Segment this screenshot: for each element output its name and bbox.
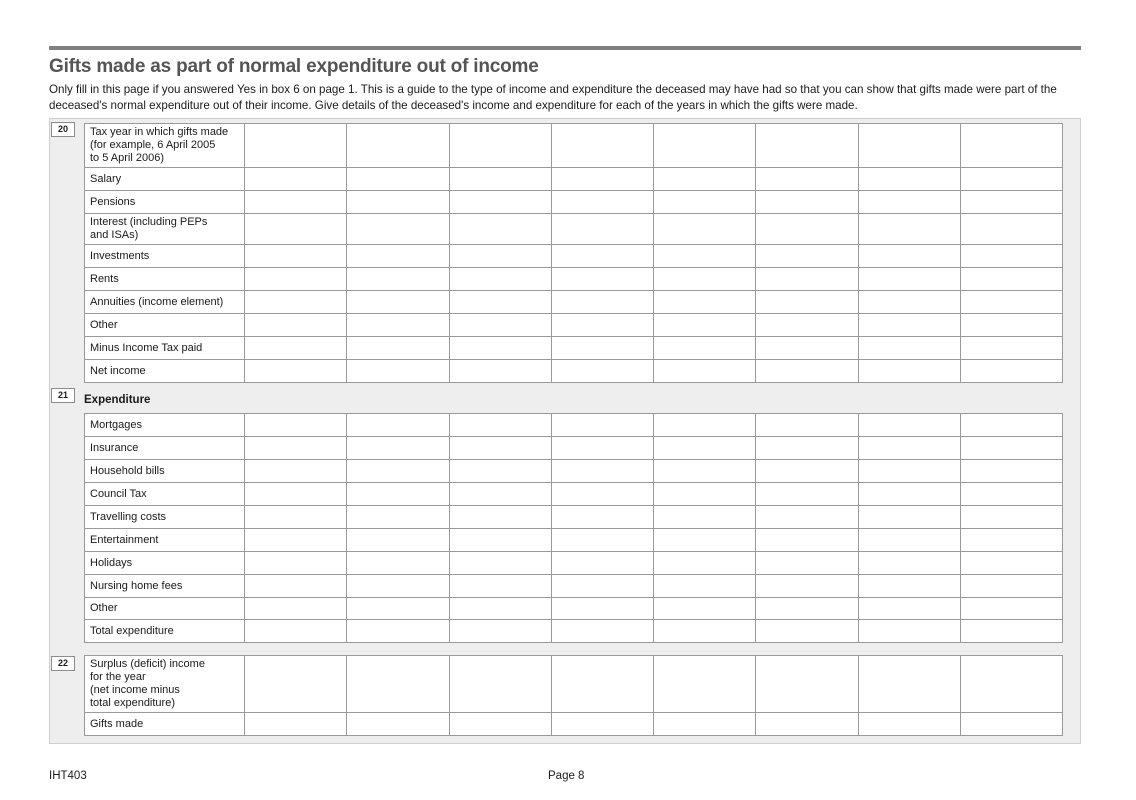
entry-cell[interactable]	[245, 337, 347, 360]
table-row	[85, 575, 1063, 598]
entry-cell[interactable]	[960, 414, 1062, 437]
entry-cell[interactable]	[960, 552, 1062, 575]
table-row	[85, 124, 1063, 168]
form-code: IHT403	[49, 770, 87, 782]
expenditure-table	[84, 413, 1063, 643]
entry-cell[interactable]	[347, 713, 449, 736]
entry-cell[interactable]	[756, 506, 858, 529]
entry-cell[interactable]	[858, 552, 960, 575]
entry-cell[interactable]	[858, 291, 960, 314]
row-label: Mortgages	[85, 414, 245, 437]
entry-cell[interactable]	[551, 414, 653, 437]
entry-cell[interactable]	[347, 656, 449, 713]
entry-cell[interactable]	[858, 191, 960, 214]
entry-cell[interactable]	[756, 552, 858, 575]
entry-cell[interactable]	[858, 214, 960, 245]
table-row	[85, 598, 1063, 620]
entry-cell[interactable]	[756, 360, 858, 383]
entry-cell[interactable]	[245, 414, 347, 437]
row-label: Interest (including PEPs and ISAs)	[85, 214, 245, 245]
entry-cell[interactable]	[347, 191, 449, 214]
entry-cell[interactable]	[551, 268, 653, 291]
entry-cell[interactable]	[347, 268, 449, 291]
entry-cell[interactable]	[960, 337, 1062, 360]
entry-cell[interactable]	[449, 620, 551, 643]
entry-cell[interactable]	[960, 506, 1062, 529]
entry-cell[interactable]	[245, 168, 347, 191]
entry-cell[interactable]	[245, 124, 347, 168]
entry-cell[interactable]	[756, 575, 858, 598]
table-row	[85, 483, 1063, 506]
entry-cell[interactable]	[347, 437, 449, 460]
entry-cell[interactable]	[756, 656, 858, 713]
row-label: Travelling costs	[85, 506, 245, 529]
entry-cell[interactable]	[960, 460, 1062, 483]
row-label: Surplus (deficit) income for the year (net income minus total expenditure)	[85, 656, 245, 713]
entry-cell[interactable]	[551, 460, 653, 483]
entry-cell[interactable]	[960, 529, 1062, 552]
entry-cell[interactable]	[551, 337, 653, 360]
entry-cell[interactable]	[347, 506, 449, 529]
entry-cell[interactable]	[756, 191, 858, 214]
entry-cell[interactable]	[960, 598, 1062, 620]
page-title: Gifts made as part of normal expenditure out of income	[49, 56, 539, 77]
entry-cell[interactable]	[449, 124, 551, 168]
entry-cell[interactable]	[245, 268, 347, 291]
entry-cell[interactable]	[347, 291, 449, 314]
entry-cell[interactable]	[551, 529, 653, 552]
entry-cell[interactable]	[960, 314, 1062, 337]
entry-cell[interactable]	[551, 314, 653, 337]
entry-cell[interactable]	[449, 656, 551, 713]
entry-cell[interactable]	[654, 552, 756, 575]
income-table	[84, 123, 1063, 383]
entry-cell[interactable]	[756, 268, 858, 291]
entry-cell[interactable]	[960, 291, 1062, 314]
entry-cell[interactable]	[960, 437, 1062, 460]
entry-cell[interactable]	[654, 124, 756, 168]
row-label: Salary	[85, 168, 245, 191]
entry-cell[interactable]	[654, 620, 756, 643]
entry-cell[interactable]	[449, 598, 551, 620]
entry-cell[interactable]	[858, 656, 960, 713]
entry-cell[interactable]	[245, 483, 347, 506]
entry-cell[interactable]	[858, 529, 960, 552]
entry-cell[interactable]	[449, 713, 551, 736]
table-row	[85, 291, 1063, 314]
entry-cell[interactable]	[858, 245, 960, 268]
entry-cell[interactable]	[245, 713, 347, 736]
row-label: Annuities (income element)	[85, 291, 245, 314]
entry-cell[interactable]	[449, 268, 551, 291]
table-row	[85, 506, 1063, 529]
table-row	[85, 437, 1063, 460]
entry-cell[interactable]	[551, 191, 653, 214]
box-number-22: 22	[51, 656, 75, 671]
entry-cell[interactable]	[756, 124, 858, 168]
entry-cell[interactable]	[449, 168, 551, 191]
table-row	[85, 314, 1063, 337]
entry-cell[interactable]	[245, 656, 347, 713]
entry-cell[interactable]	[960, 483, 1062, 506]
entry-cell[interactable]	[960, 168, 1062, 191]
intro-text: Only fill in this page if you answered Yes in box 6 on page 1. This is a guide to the type of income and expenditure the deceased may have had so that you can show that gifts made were part of the deceased's normal expenditure out of their income. Give details of the deceased's income and expenditure for each of the years in which the gifts were made.	[49, 83, 1057, 112]
row-label: Rents	[85, 268, 245, 291]
entry-cell[interactable]	[654, 414, 756, 437]
table-row	[85, 268, 1063, 291]
row-label: Pensions	[85, 191, 245, 214]
table-row	[85, 245, 1063, 268]
entry-cell[interactable]	[245, 291, 347, 314]
entry-cell[interactable]	[654, 291, 756, 314]
entry-cell[interactable]	[347, 414, 449, 437]
row-label: Other	[85, 314, 245, 337]
entry-cell[interactable]	[654, 460, 756, 483]
entry-cell[interactable]	[756, 598, 858, 620]
entry-cell[interactable]	[551, 656, 653, 713]
entry-cell[interactable]	[245, 598, 347, 620]
entry-cell[interactable]	[858, 598, 960, 620]
row-label: Gifts made	[85, 713, 245, 736]
table-row	[85, 656, 1063, 713]
row-label: Household bills	[85, 460, 245, 483]
entry-cell[interactable]	[654, 529, 756, 552]
entry-cell[interactable]	[654, 337, 756, 360]
entry-cell[interactable]	[245, 620, 347, 643]
table-row	[85, 214, 1063, 245]
entry-cell[interactable]	[654, 268, 756, 291]
entry-cell[interactable]	[347, 529, 449, 552]
entry-cell[interactable]	[551, 575, 653, 598]
entry-cell[interactable]	[654, 598, 756, 620]
entry-cell[interactable]	[960, 124, 1062, 168]
entry-cell[interactable]	[960, 713, 1062, 736]
entry-cell[interactable]	[858, 437, 960, 460]
row-label: Total expenditure	[85, 620, 245, 643]
entry-cell[interactable]	[858, 268, 960, 291]
entry-cell[interactable]	[449, 575, 551, 598]
entry-cell[interactable]	[756, 245, 858, 268]
table-row	[85, 713, 1063, 736]
table-row	[85, 191, 1063, 214]
entry-cell[interactable]	[858, 575, 960, 598]
entry-cell[interactable]	[960, 191, 1062, 214]
entry-cell[interactable]	[245, 214, 347, 245]
entry-cell[interactable]	[858, 414, 960, 437]
entry-cell[interactable]	[960, 620, 1062, 643]
entry-cell[interactable]	[858, 460, 960, 483]
entry-cell[interactable]	[551, 506, 653, 529]
entry-cell[interactable]	[449, 214, 551, 245]
entry-cell[interactable]	[347, 598, 449, 620]
table-row	[85, 460, 1063, 483]
entry-cell[interactable]	[449, 483, 551, 506]
entry-cell[interactable]	[551, 598, 653, 620]
entry-cell[interactable]	[551, 214, 653, 245]
page-number: Page 8	[548, 770, 585, 782]
entry-cell[interactable]	[449, 291, 551, 314]
entry-cell[interactable]	[449, 437, 551, 460]
entry-cell[interactable]	[551, 713, 653, 736]
entry-cell[interactable]	[756, 414, 858, 437]
row-label: Insurance	[85, 437, 245, 460]
entry-cell[interactable]	[756, 483, 858, 506]
entry-cell[interactable]	[245, 460, 347, 483]
row-label: Holidays	[85, 552, 245, 575]
entry-cell[interactable]	[449, 360, 551, 383]
entry-cell[interactable]	[756, 314, 858, 337]
entry-cell[interactable]	[756, 291, 858, 314]
entry-cell[interactable]	[449, 337, 551, 360]
entry-cell[interactable]	[654, 506, 756, 529]
row-label: Investments	[85, 245, 245, 268]
entry-cell[interactable]	[347, 460, 449, 483]
entry-cell[interactable]	[245, 437, 347, 460]
entry-cell[interactable]	[245, 529, 347, 552]
entry-cell[interactable]	[551, 291, 653, 314]
entry-cell[interactable]	[654, 314, 756, 337]
entry-cell[interactable]	[347, 314, 449, 337]
row-label: Entertainment	[85, 529, 245, 552]
entry-cell[interactable]	[347, 620, 449, 643]
entry-cell[interactable]	[756, 214, 858, 245]
entry-cell[interactable]	[449, 414, 551, 437]
row-label: Minus Income Tax paid	[85, 337, 245, 360]
entry-cell[interactable]	[551, 620, 653, 643]
entry-cell[interactable]	[449, 506, 551, 529]
entry-cell[interactable]	[551, 552, 653, 575]
entry-cell[interactable]	[654, 245, 756, 268]
entry-cell[interactable]	[756, 620, 858, 643]
entry-cell[interactable]	[449, 191, 551, 214]
entry-cell[interactable]	[756, 168, 858, 191]
box-number-20: 20	[51, 122, 75, 137]
entry-cell[interactable]	[960, 214, 1062, 245]
entry-cell[interactable]	[960, 575, 1062, 598]
entry-cell[interactable]	[858, 360, 960, 383]
entry-cell[interactable]	[245, 360, 347, 383]
entry-cell[interactable]	[347, 214, 449, 245]
entry-cell[interactable]	[654, 168, 756, 191]
entry-cell[interactable]	[245, 245, 347, 268]
entry-cell[interactable]	[551, 124, 653, 168]
entry-cell[interactable]	[960, 656, 1062, 713]
entry-cell[interactable]	[245, 506, 347, 529]
table-row	[85, 337, 1063, 360]
table-row	[85, 620, 1063, 643]
entry-cell[interactable]	[551, 483, 653, 506]
entry-cell[interactable]	[347, 245, 449, 268]
entry-cell[interactable]	[347, 483, 449, 506]
entry-cell[interactable]	[654, 483, 756, 506]
row-label: Net income	[85, 360, 245, 383]
entry-cell[interactable]	[756, 460, 858, 483]
entry-cell[interactable]	[858, 337, 960, 360]
box-number-21: 21	[51, 388, 75, 403]
entry-cell[interactable]	[347, 337, 449, 360]
table-row	[85, 552, 1063, 575]
entry-cell[interactable]	[960, 360, 1062, 383]
table-row	[85, 360, 1063, 383]
row-label: Nursing home fees	[85, 575, 245, 598]
entry-cell[interactable]	[756, 713, 858, 736]
entry-cell[interactable]	[858, 483, 960, 506]
entry-cell[interactable]	[347, 168, 449, 191]
table-row	[85, 168, 1063, 191]
surplus-table	[84, 655, 1063, 736]
entry-cell[interactable]	[654, 656, 756, 713]
entry-cell[interactable]	[756, 529, 858, 552]
entry-cell[interactable]	[245, 552, 347, 575]
entry-cell[interactable]	[858, 314, 960, 337]
entry-cell[interactable]	[551, 168, 653, 191]
entry-cell[interactable]	[654, 360, 756, 383]
entry-cell[interactable]	[347, 552, 449, 575]
entry-cell[interactable]	[245, 575, 347, 598]
entry-cell[interactable]	[654, 575, 756, 598]
entry-cell[interactable]	[551, 245, 653, 268]
entry-cell[interactable]	[245, 314, 347, 337]
entry-cell[interactable]	[654, 713, 756, 736]
entry-cell[interactable]	[449, 314, 551, 337]
entry-cell[interactable]	[347, 124, 449, 168]
entry-cell[interactable]	[654, 214, 756, 245]
entry-cell[interactable]	[756, 437, 858, 460]
entry-cell[interactable]	[654, 437, 756, 460]
entry-cell[interactable]	[245, 191, 347, 214]
row-label: Tax year in which gifts made (for example, 6 April 2005 to 5 April 2006)	[85, 124, 245, 168]
entry-cell[interactable]	[960, 245, 1062, 268]
entry-cell[interactable]	[858, 124, 960, 168]
row-label: Council Tax	[85, 483, 245, 506]
entry-cell[interactable]	[551, 360, 653, 383]
table-row	[85, 414, 1063, 437]
entry-cell[interactable]	[347, 575, 449, 598]
entry-cell[interactable]	[449, 245, 551, 268]
entry-cell[interactable]	[551, 437, 653, 460]
table-row	[85, 529, 1063, 552]
entry-cell[interactable]	[449, 529, 551, 552]
entry-cell[interactable]	[449, 460, 551, 483]
top-rule	[49, 46, 1081, 50]
entry-cell[interactable]	[960, 268, 1062, 291]
entry-cell[interactable]	[449, 552, 551, 575]
entry-cell[interactable]	[858, 620, 960, 643]
entry-cell[interactable]	[858, 168, 960, 191]
entry-cell[interactable]	[756, 337, 858, 360]
entry-cell[interactable]	[858, 713, 960, 736]
entry-cell[interactable]	[347, 360, 449, 383]
expenditure-heading: Expenditure	[84, 394, 151, 406]
row-label: Other	[85, 598, 245, 620]
entry-cell[interactable]	[858, 506, 960, 529]
entry-cell[interactable]	[654, 191, 756, 214]
